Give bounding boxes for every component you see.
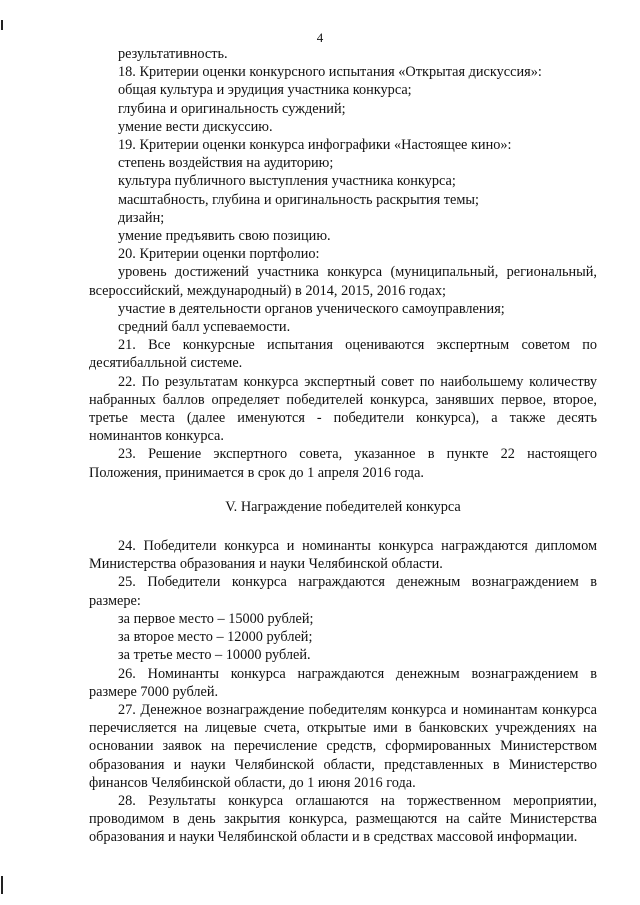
left-edge-mark	[1, 20, 3, 30]
paragraph: участие в деятельности органов ученического самоуправления;	[118, 300, 505, 317]
paragraph: 22. По результатам конкурса экспертный совет по наибольшему количеству набранных баллов определяет победителей конкурса, занявших первое, второе, третье места (далее именуются - победители конкурса), а также десять номинантов конкурса.	[89, 373, 597, 445]
paragraph: умение вести дискуссию.	[118, 118, 273, 135]
paragraph: 26. Номинанты конкурса награждаются денежным вознаграждением в размере 7000 рублей.	[89, 665, 597, 700]
paragraph: степень воздействия на аудиторию;	[118, 155, 334, 172]
paragraph: за третье место – 10000 рублей.	[118, 647, 311, 664]
paragraph: 19. Критерии оценки конкурса инфографики «Настоящее кино»:	[118, 137, 512, 154]
paragraph: 24. Победители конкурса и номинанты конкурса награждаются дипломом Министерства образования и науки Челябинской области.	[89, 538, 597, 573]
section-heading: V. Награждение победителей конкурса	[225, 498, 461, 515]
paragraph: культура публичного выступления участника конкурса;	[118, 173, 456, 190]
document-body	[89, 45, 597, 847]
paragraph: умение предъявить свою позицию.	[118, 228, 331, 245]
left-edge-mark	[1, 876, 3, 894]
paragraph: 20. Критерии оценки портфолио:	[118, 246, 320, 263]
paragraph: 21. Все конкурсные испытания оцениваются экспертным советом по десятибалльной системе.	[89, 337, 597, 372]
paragraph: 23. Решение экспертного совета, указанное в пункте 22 настоящего Положения, принимается в срок до 1 апреля 2016 года.	[89, 446, 597, 481]
paragraph: результативность.	[118, 46, 228, 62]
paragraph: дизайн;	[118, 209, 165, 226]
paragraph: уровень достижений участника конкурса (муниципальный, региональный, всероссийский, международный) в 2014, 2015, 2016 годах;	[89, 264, 597, 299]
paragraph: 28. Результаты конкурса оглашаются на торжественном мероприятии, проводимом в день закрытия конкурса, размещаются на сайте Министерства образования и науки Челябинской области и в средствах массовой информации.	[89, 792, 597, 846]
paragraph: 18. Критерии оценки конкурсного испытания «Открытая дискуссия»:	[118, 64, 542, 81]
paragraph: 25. Победители конкурса награждаются денежным вознаграждением в размере:	[89, 574, 597, 609]
paragraph: средний балл успеваемости.	[118, 319, 291, 336]
page-number: 4	[316, 30, 324, 45]
paragraph: глубина и оригинальность суждений;	[118, 100, 346, 117]
paragraph: общая культура и эрудиция участника конкурса;	[118, 82, 412, 99]
paragraph: масштабность, глубина и оригинальность раскрытия темы;	[118, 191, 479, 208]
paragraph: 27. Денежное вознаграждение победителям конкурса и номинантам конкурса перечисляется на лицевые счета, открытые ими в банковских учреждениях на основании заявок на перечисление средств, сформированных Министерством образования и науки Челябинской области, представленных в Министерство финансов Челябинской области, до 1 июня 2016 года.	[89, 701, 597, 791]
paragraph: за второе место – 12000 рублей;	[118, 629, 313, 646]
paragraph: за первое место – 15000 рублей;	[118, 610, 314, 627]
